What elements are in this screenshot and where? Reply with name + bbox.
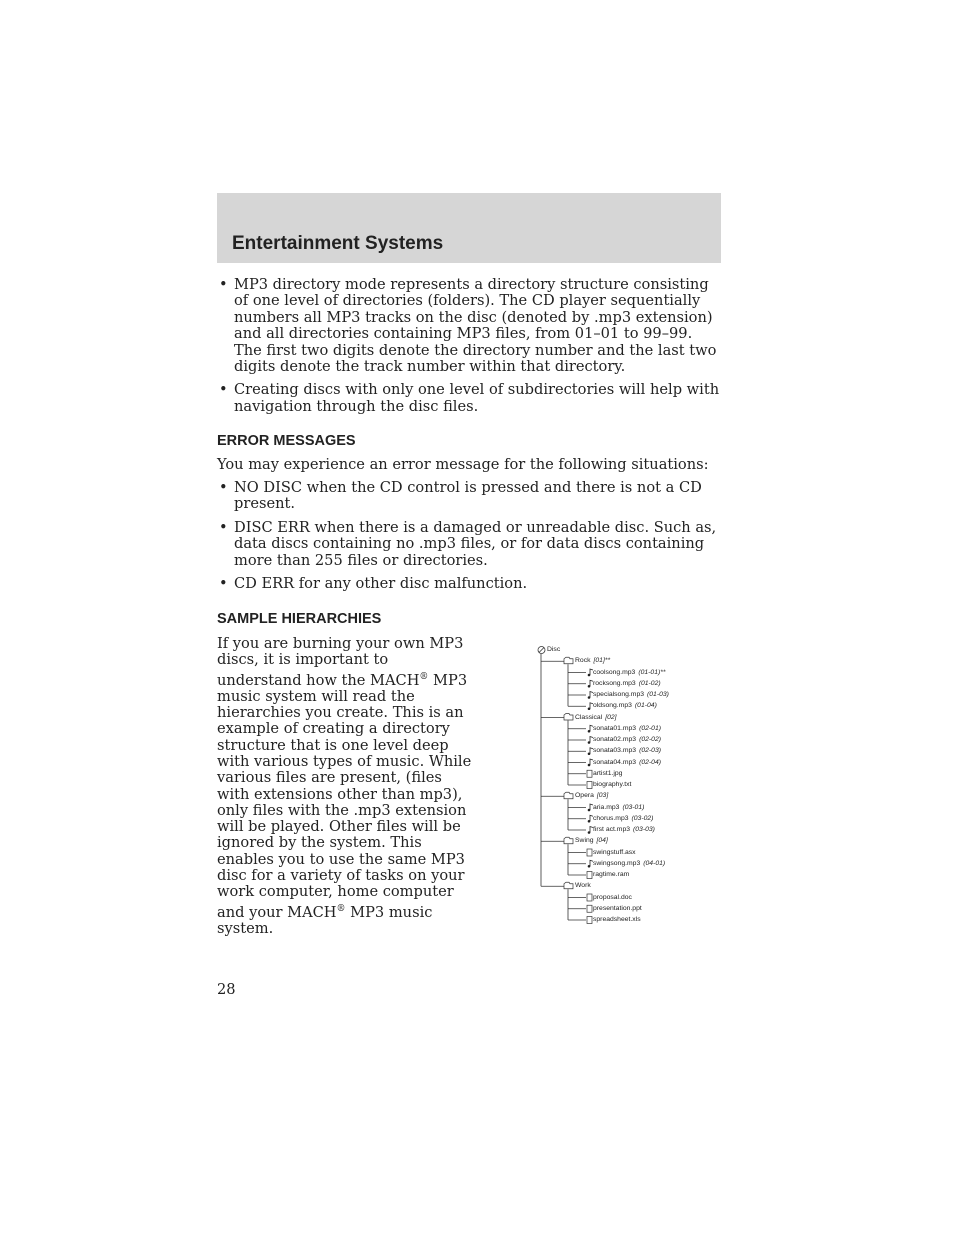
tree-file bbox=[593, 826, 655, 834]
tree-file bbox=[593, 736, 661, 744]
tree-file bbox=[593, 680, 661, 688]
tree-folder bbox=[575, 792, 608, 800]
tree-file bbox=[593, 725, 661, 733]
track-number-tag: [01]** bbox=[593, 657, 611, 665]
bullet-text: NO DISC when the CD control is pressed and there is not a CD present. bbox=[234, 479, 702, 513]
tree-file bbox=[593, 702, 657, 710]
tree-node-name: first act.mp3 bbox=[593, 826, 631, 833]
tree-node-name: Opera bbox=[575, 792, 594, 800]
tree-file bbox=[593, 860, 665, 868]
bullet-dot: • bbox=[219, 276, 228, 293]
document-icon bbox=[587, 894, 592, 901]
bullet-item bbox=[217, 480, 721, 513]
tree-file bbox=[593, 781, 631, 789]
tree-file bbox=[593, 669, 666, 677]
folder-icon bbox=[564, 714, 573, 721]
bullet-dot: • bbox=[219, 479, 228, 497]
tree-node-name: presentation.ppt bbox=[593, 904, 642, 912]
tree-file bbox=[593, 905, 642, 913]
folder-icon bbox=[564, 837, 573, 844]
tree-node-name: Swing bbox=[575, 837, 594, 845]
tree-node-name: Rock bbox=[575, 657, 591, 665]
tree-root-disc bbox=[547, 646, 560, 654]
tree-file bbox=[593, 759, 661, 767]
bullet-item bbox=[217, 277, 721, 375]
tree-node-name: artist1.jpg bbox=[593, 769, 623, 777]
track-number-tag: (03-03) bbox=[633, 826, 655, 833]
document-icon bbox=[587, 905, 592, 912]
track-number-tag: (03-02) bbox=[631, 814, 654, 822]
bullet-dot: • bbox=[219, 381, 228, 399]
tree-folder bbox=[575, 657, 610, 665]
bullet-text: DISC ERR when there is a damaged or unreadable disc. Such as, data discs containing no .mp3 files, or for data discs containing more than 255 files or directories. bbox=[234, 518, 717, 569]
tree-file bbox=[593, 871, 629, 879]
tree-file bbox=[593, 770, 622, 778]
page-number: 28 bbox=[217, 981, 236, 998]
track-number-tag: (02-03) bbox=[639, 747, 661, 755]
document-icon bbox=[587, 770, 592, 777]
section-title: Entertainment Systems bbox=[232, 233, 444, 254]
bullet-dot: • bbox=[219, 518, 228, 536]
sample-hierarchies-text bbox=[217, 636, 472, 937]
registered-mark: ® bbox=[419, 671, 429, 682]
track-number-tag: [02] bbox=[605, 713, 617, 721]
tree-node-name: proposal.doc bbox=[593, 893, 632, 901]
tree-node-name: oldsong.mp3 bbox=[593, 702, 632, 710]
track-number-tag: (01-02) bbox=[638, 679, 661, 687]
folder-icon bbox=[564, 792, 573, 799]
tree-node-name: coolsong.mp3 bbox=[593, 668, 636, 676]
disc-icon bbox=[538, 647, 545, 654]
tree-file bbox=[593, 815, 653, 823]
track-number-tag: (02-04) bbox=[639, 758, 661, 766]
tree-node-name: sonata04.mp3 bbox=[593, 758, 637, 766]
tree-node-name: swingstuff.asx bbox=[593, 848, 636, 856]
folder-icon bbox=[564, 882, 573, 889]
track-number-tag: (02-01) bbox=[639, 724, 661, 732]
tree-node-name: Disc bbox=[547, 646, 561, 653]
bullet-item bbox=[217, 576, 721, 592]
track-number-tag: (01-04) bbox=[634, 702, 657, 710]
document-icon bbox=[587, 872, 592, 879]
registered-mark: ® bbox=[336, 903, 346, 914]
track-number-tag: (01-01)** bbox=[638, 668, 666, 676]
tree-file bbox=[593, 849, 636, 857]
tree-folder bbox=[575, 714, 617, 722]
tree-node-name: ragtime.ram bbox=[593, 871, 630, 878]
sample-text-part: MP3 music system. bbox=[217, 903, 433, 937]
track-number-tag: (01-03) bbox=[647, 691, 669, 698]
track-number-tag: (03-01) bbox=[622, 803, 645, 811]
tree-file bbox=[593, 747, 661, 755]
sample-text-part: MP3 music system will read the hierarchies you create. This is an example of creating a directory structure that is one level deep with various types of music. While various files are present, (files with extensions other than mp3), only files with the .mp3 extension will be played. Other files will be ignored by the system. This enables you to use the same MP3 disc for a variety of tasks on your work computer, home computer and your MACH bbox=[217, 671, 472, 921]
tree-node-name: Classical bbox=[575, 713, 603, 721]
tree-node-name: swingsong.mp3 bbox=[593, 859, 641, 867]
document-icon bbox=[587, 849, 592, 856]
tree-node-name: sonata01.mp3 bbox=[593, 724, 637, 732]
tree-file bbox=[593, 916, 641, 924]
tree-node-name: aria.mp3 bbox=[593, 803, 620, 811]
tree-folder bbox=[575, 882, 591, 890]
tree-node-name: sonata02.mp3 bbox=[593, 736, 637, 743]
error-intro: You may experience an error message for the following situations: bbox=[217, 455, 709, 473]
page-content bbox=[217, 277, 721, 634]
tree-file bbox=[593, 894, 632, 902]
bullet-text: CD ERR for any other disc malfunction. bbox=[234, 575, 528, 593]
tree-connector-lines bbox=[530, 645, 730, 935]
tree-node-name: rocksong.mp3 bbox=[593, 679, 636, 687]
document-icon bbox=[587, 782, 592, 789]
folder-icon bbox=[564, 657, 573, 664]
bullet-item bbox=[217, 382, 721, 415]
tree-node-name: sonata03.mp3 bbox=[593, 747, 637, 755]
track-number-tag: (02-02) bbox=[639, 736, 661, 743]
directory-tree-diagram bbox=[530, 645, 730, 935]
section-header-band bbox=[217, 193, 721, 263]
track-number-tag: [04] bbox=[596, 837, 608, 845]
tree-node-name: chorus.mp3 bbox=[593, 814, 629, 822]
tree-file bbox=[593, 804, 644, 812]
bullet-dot: • bbox=[219, 575, 228, 593]
bullet-item bbox=[217, 520, 721, 569]
bullet-text: MP3 directory mode represents a directory structure consisting of one level of directories (folders). The CD player sequentially numbers all MP3 tracks on the disc (denoted by .mp3 extension) and all directories containing MP3 files, from 01–01 to 99–99. The first two digits denote the directory number and the last two digits denote the track number within that directory. bbox=[234, 276, 717, 376]
error-messages-heading: ERROR MESSAGES bbox=[217, 433, 356, 450]
tree-file bbox=[593, 691, 669, 699]
document-icon bbox=[587, 917, 592, 924]
tree-folder bbox=[575, 837, 608, 845]
track-number-tag: (04-01) bbox=[643, 859, 666, 867]
tree-node-name: biography.txt bbox=[593, 781, 632, 788]
tree-node-name: Work bbox=[575, 882, 591, 890]
sample-hierarchies-heading: SAMPLE HIERARCHIES bbox=[217, 610, 382, 627]
track-number-tag: [03] bbox=[596, 792, 609, 800]
tree-node-name: spreadsheet.xls bbox=[593, 916, 641, 923]
tree-node-name: specialsong.mp3 bbox=[593, 691, 645, 698]
bullet-text: Creating discs with only one level of subdirectories will help with navigation through the disc files. bbox=[234, 381, 720, 415]
sample-text-part: If you are burning your own MP3 discs, it is important to understand how the MACH bbox=[217, 635, 464, 689]
